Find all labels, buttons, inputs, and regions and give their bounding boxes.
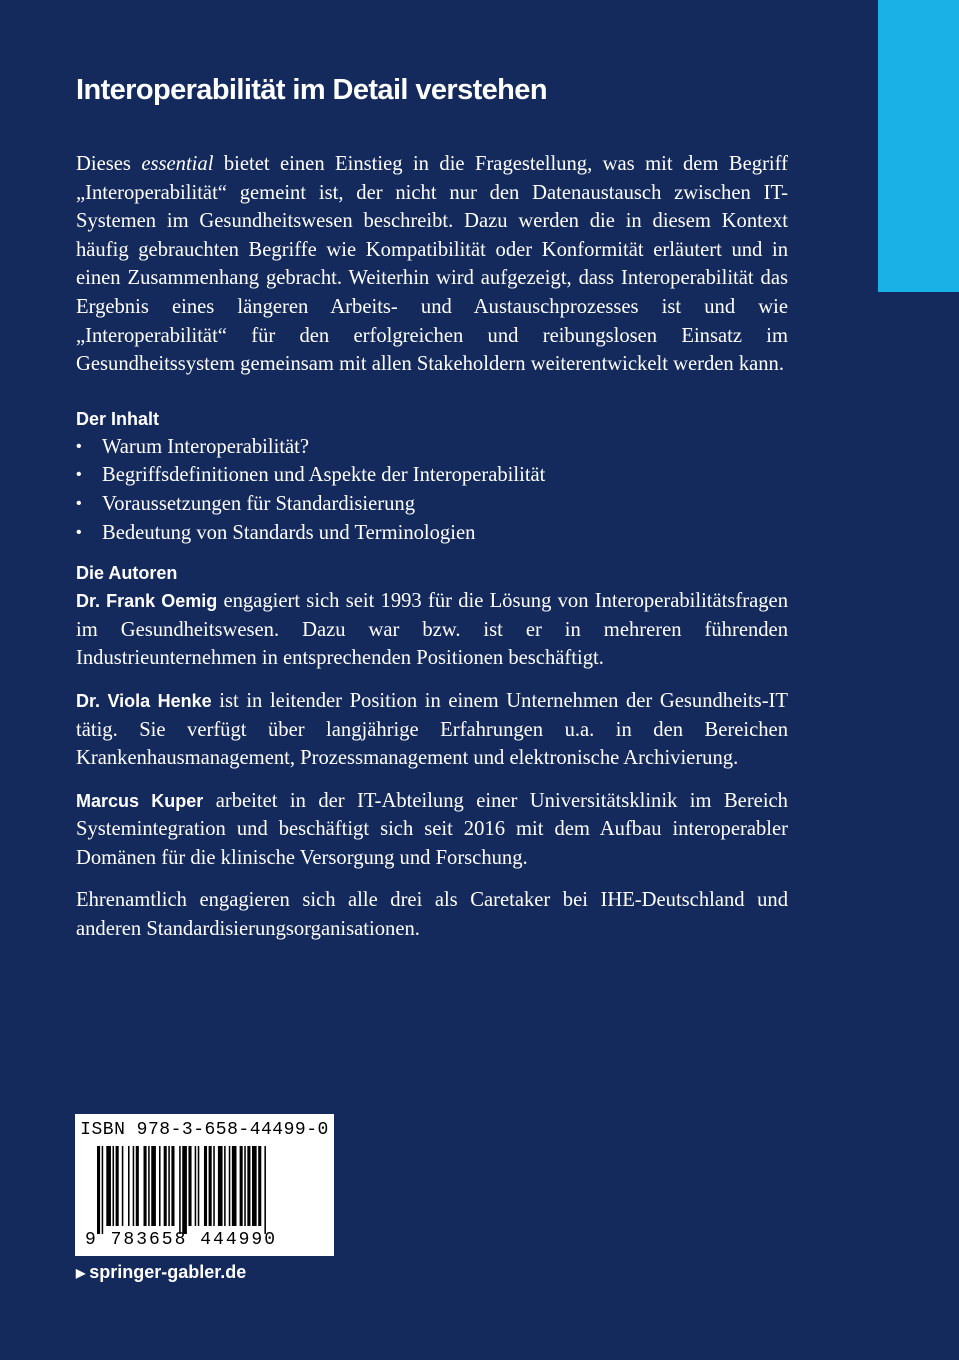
barcode-bar — [182, 1146, 187, 1234]
list-item — [76, 490, 788, 519]
bullet-icon: • — [76, 437, 82, 455]
list-item-text: Bedeutung von Standards und Terminologien — [102, 521, 476, 544]
barcode-bar — [144, 1146, 147, 1226]
isbn-barcode — [75, 1114, 334, 1256]
author-bio-text: arbeitet in der IT-Abteilung einer Universitätsklinik im Bereich Systemintegration und beschäftigt sich seit 2016 mit dem Aufbau interoperabler Domänen für die klinische Versorgung und Forschung. — [76, 789, 788, 869]
barcode-bar — [209, 1146, 212, 1226]
ean-digits: 9 783658 444990 — [85, 1230, 278, 1250]
author-name: Marcus Kuper — [76, 790, 204, 811]
barcode-bar — [116, 1146, 119, 1226]
barcode-bar — [244, 1146, 246, 1226]
author-bio — [76, 787, 788, 873]
barcode-bar — [218, 1146, 223, 1226]
author-bio — [76, 687, 788, 773]
author-name: Dr. Frank Oemig — [76, 591, 218, 612]
accent-tab — [878, 0, 959, 292]
list-item — [76, 461, 788, 490]
barcode-bar — [213, 1146, 215, 1226]
bullet-icon: • — [76, 466, 82, 484]
barcode-bar — [159, 1146, 161, 1226]
barcode-bar — [106, 1146, 111, 1226]
barcode-bar — [179, 1146, 181, 1234]
barcode-bar — [232, 1146, 237, 1226]
publisher-website[interactable] — [76, 1262, 246, 1283]
website-url: springer-gabler.de — [89, 1262, 247, 1282]
barcode-bar — [113, 1146, 115, 1226]
barcode-bar — [122, 1146, 124, 1226]
author-name: Dr. Viola Henke — [76, 690, 212, 711]
barcode-bar — [102, 1146, 104, 1234]
barcode-bar — [151, 1146, 156, 1226]
author-bio — [76, 587, 788, 673]
authors-heading: Die Autoren — [76, 563, 178, 584]
barcode-bar — [229, 1146, 231, 1226]
barcode-bar — [136, 1146, 139, 1226]
intro-emphasis: essential — [141, 153, 214, 175]
barcode-bar — [198, 1146, 200, 1226]
barcode-bar — [128, 1146, 130, 1226]
intro-text-start: Dieses — [76, 153, 142, 175]
barcode-bar — [97, 1146, 100, 1234]
cover-title: Interoperabilität im Detail verstehen — [76, 74, 547, 106]
closing-paragraph: Ehrenamtlich engagieren sich alle drei als Caretaker bei IHE-Deutschland und anderen Standardisierungsorganisationen. — [76, 889, 788, 941]
barcode-icon — [97, 1146, 312, 1234]
isbn-label: ISBN 978-3-658-44499-0 — [80, 1120, 329, 1140]
list-item-text: Voraussetzungen für Standardisierung — [102, 492, 416, 515]
barcode-bar — [252, 1146, 257, 1226]
list-item-text: Begriffsdefinitionen und Aspekte der Interoperabilität — [102, 464, 546, 487]
barcode-bar — [148, 1146, 150, 1226]
barcode-bar — [171, 1146, 174, 1226]
list-item — [76, 519, 788, 548]
barcode-bar — [258, 1146, 261, 1226]
barcode-bar — [188, 1146, 191, 1226]
back-cover-content — [76, 70, 788, 944]
author-bio-text: ist in leitender Position in einem Unternehmen der Gesundheits-IT tätig. Sie verfügt über langjährige Erfahrungen u.a. in den Bereichen Krankenhausmanagement, Prozessmanagement und elektronische Archivierung. — [76, 689, 788, 770]
barcode-bar — [204, 1146, 207, 1226]
barcode-bar — [224, 1146, 226, 1226]
barcode-bar — [195, 1146, 197, 1226]
list-item-text: Warum Interoperabilität? — [102, 435, 310, 458]
barcode-bar — [133, 1146, 135, 1226]
contents-heading: Der Inhalt — [76, 408, 160, 429]
barcode-bar — [168, 1146, 170, 1226]
barcode-bar — [247, 1146, 250, 1226]
barcode-bar — [240, 1146, 243, 1226]
barcode-bar — [264, 1146, 266, 1234]
triangle-right-icon: ▶ — [76, 1265, 86, 1280]
bullet-icon: • — [76, 523, 82, 541]
intro-paragraph — [76, 150, 788, 379]
barcode-bar — [164, 1146, 167, 1226]
contents-list — [76, 433, 788, 547]
list-item — [76, 433, 788, 462]
author-bio-text: engagiert sich seit 1993 für die Lösung von Interoperabilitätsfragen im Gesundheitswesen. Dazu war bzw. ist er in mehreren führenden Industrieunternehmen in entsprechenden Positionen beschäftigt. — [76, 590, 788, 670]
bullet-icon: • — [76, 494, 82, 512]
intro-text-rest: bietet einen Einstieg in die Fragestellung, was mit dem Begriff „Interoperabilität“ gemeint ist, der nicht nur den Datenaustausch zwischen IT-Systemen im Gesundheitswesen beschreibt. Dazu werden die in diesem Kontext häufig gebrauchten Begriffe wie Kompatibilität oder Konformität erläutert und in einen Zusammenhang gebracht. Weiterhin wird aufgezeigt, dass Interoperabilität das Ergebnis eines längeren Arbeits- und Austauschprozesses ist und wie „Interoperabilität“ für den erfolgreichen und reibungslosen Einsatz im Gesundheitssystem gemeinsam mit allen Stakeholdern weiterentwickelt werden kann. — [76, 153, 788, 376]
